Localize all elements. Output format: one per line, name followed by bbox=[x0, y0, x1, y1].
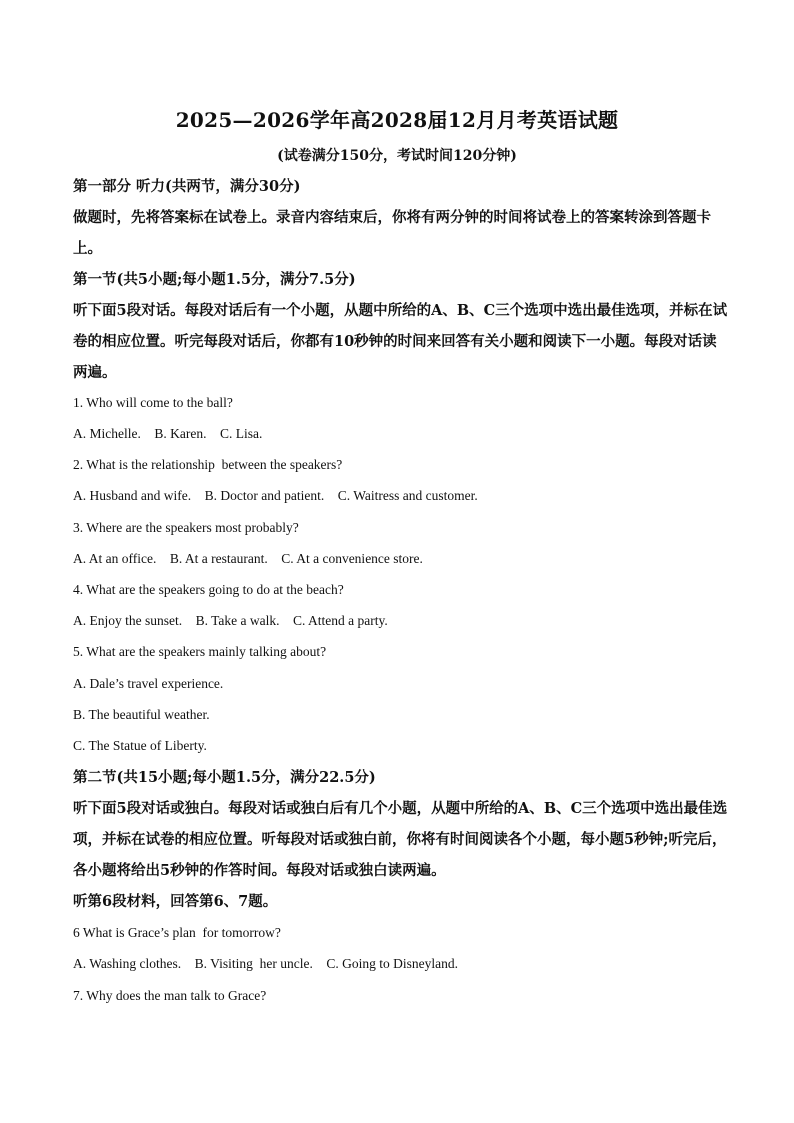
question-5: 5. What are the speakers mainly talking about? bbox=[73, 644, 327, 659]
exam-title: 2025—2026学年高2028届12月月考英语试题 bbox=[175, 108, 619, 132]
question-7: 7. Why does the man talk to Grace? bbox=[73, 988, 267, 1003]
section2-instructions: 听下面5段对话或独白。每段对话或独白后有几个小题，从题中所给的A、B、C三个选项中选出最佳选项，并标在试卷的相应位置。听每段对话或独白前，你将有时间阅读各个小题，每小题5秒钟;听完后，各小题将给出5秒钟的作答时间。每段对话或独白读两遍。 bbox=[73, 800, 728, 879]
question-2-options: A. Husband and wife. B. Doctor and patient. C. Waitress and customer. bbox=[73, 488, 478, 503]
question-2: 2. What is the relationship between the speakers? bbox=[73, 457, 343, 472]
section1-instructions: 听下面5段对话。每段对话后有一个小题，从题中所给的A、B、C三个选项中选出最佳选项，并标在试卷的相应位置。听完每段对话后，你都有10秒钟的时间来回答有关小题和阅读下一小题。每段对话读两遍。 bbox=[73, 302, 728, 381]
question-1-options: A. Michelle. B. Karen. C. Lisa. bbox=[73, 426, 263, 441]
question-4: 4. What are the speakers going to do at the beach? bbox=[73, 582, 344, 597]
part1-heading: 第一部分 听力(共两节，满分30分) bbox=[73, 178, 301, 195]
section2-heading: 第二节(共15小题;每小题1.5分，满分22.5分) bbox=[73, 769, 376, 786]
question-5-option-a: A. Dale’s travel experience. bbox=[73, 676, 224, 691]
question-5-option-c: C. The Statue of Liberty. bbox=[73, 738, 207, 753]
question-4-options: A. Enjoy the sunset. B. Take a walk. C. Attend a party. bbox=[73, 613, 388, 628]
part1-instructions: 做题时，先将答案标在试卷上。录音内容结束后，你将有两分钟的时间将试卷上的答案转涂到答题卡上。 bbox=[73, 209, 711, 257]
question-3-options: A. At an office. B. At a restaurant. C. At a convenience store. bbox=[73, 551, 423, 566]
exam-subtitle: (试卷满分150分，考试时间120分钟) bbox=[277, 148, 517, 164]
question-6: 6 What is Grace’s plan for tomorrow? bbox=[73, 925, 281, 940]
question-5-option-b: B. The beautiful weather. bbox=[73, 707, 210, 722]
question-6-options: A. Washing clothes. B. Visiting her uncle. C. Going to Disneyland. bbox=[73, 956, 458, 971]
section1-heading: 第一节(共5小题;每小题1.5分，满分7.5分) bbox=[73, 271, 356, 288]
question-1: 1. Who will come to the ball? bbox=[73, 395, 233, 410]
section2-material: 听第6段材料，回答第6、7题。 bbox=[73, 893, 278, 910]
question-3: 3. Where are the speakers most probably? bbox=[73, 520, 299, 535]
